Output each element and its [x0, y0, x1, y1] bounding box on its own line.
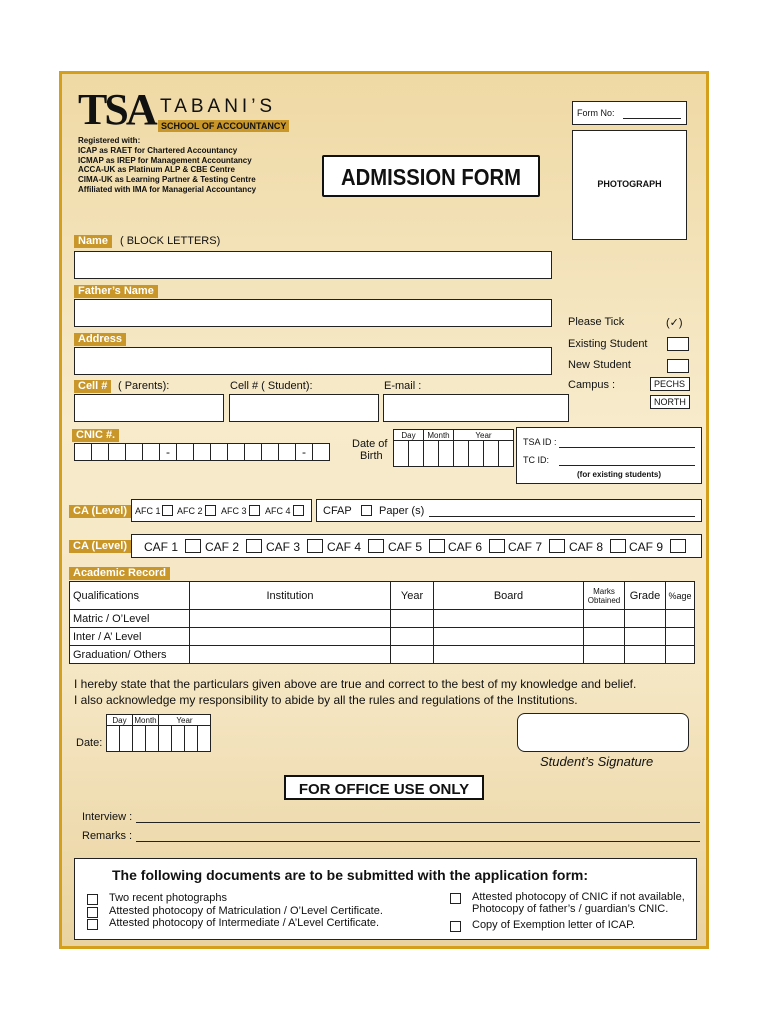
fathers-name-label: Father’s Name: [74, 285, 158, 298]
header-qualifications: Qualifications: [70, 582, 190, 610]
new-student-label: New Student: [568, 359, 631, 371]
year-label: Year: [454, 430, 514, 441]
header-percentage: %age: [666, 582, 695, 610]
tick-mark-hint: (✓): [666, 317, 683, 329]
doc-checkbox[interactable]: [87, 894, 98, 905]
paper-field[interactable]: [429, 516, 695, 517]
doc-item: Attested photocopy of Intermediate / A’Level Certificate.: [109, 917, 380, 929]
caf-5-checkbox[interactable]: [429, 539, 445, 553]
paper-label: Paper (s): [379, 505, 425, 517]
year-label: Year: [159, 715, 211, 726]
please-tick-label: Please Tick: [568, 316, 625, 328]
form-frame: [59, 71, 709, 949]
doc-checkbox[interactable]: [450, 921, 461, 932]
remarks-label: Remarks :: [82, 830, 133, 842]
existing-student-label: Existing Student: [568, 338, 648, 350]
name-label: Name: [74, 235, 112, 248]
caf-9-checkbox[interactable]: [670, 539, 686, 553]
doc-item: Attested photocopy of CNIC if not available,: [472, 891, 685, 903]
cfap-checkbox[interactable]: [361, 505, 372, 516]
cnic-field[interactable]: - -: [74, 443, 330, 461]
table-cell[interactable]: [190, 646, 391, 664]
caf-6-label: CAF 6: [448, 540, 483, 554]
afc-group: [131, 499, 312, 522]
caf-2-checkbox[interactable]: [246, 539, 262, 553]
signature-label: Student’s Signature: [540, 754, 654, 769]
existing-student-checkbox[interactable]: [667, 337, 689, 351]
doc-item: Two recent photographs: [109, 892, 228, 904]
name-hint: ( BLOCK LETTERS): [120, 235, 221, 247]
table-cell[interactable]: [434, 610, 584, 628]
reg-line: ICAP as RAET for Chartered Accountancy: [78, 145, 238, 155]
caf-1-label: CAF 1: [144, 540, 179, 554]
office-use-title: [284, 775, 484, 800]
table-cell[interactable]: [625, 628, 666, 646]
date-field[interactable]: [106, 714, 211, 752]
tsa-logo: [78, 84, 318, 142]
campus-option-label: PECHS: [654, 379, 686, 389]
table-cell[interactable]: [666, 610, 695, 628]
form-number-label: Form No:: [577, 108, 615, 118]
caf-4-checkbox[interactable]: [368, 539, 384, 553]
doc-checkbox[interactable]: [450, 893, 461, 904]
logo-name: TABANI’S: [160, 96, 277, 117]
name-field[interactable]: [74, 251, 552, 279]
caf-3-label: CAF 3: [266, 540, 301, 554]
tc-id-label: TC ID:: [523, 455, 549, 465]
header-board: Board: [434, 582, 584, 610]
header-grade: Grade: [625, 582, 666, 610]
caf-1-checkbox[interactable]: [185, 539, 201, 553]
declaration: [74, 676, 694, 708]
declaration-line: I hereby state that the particulars given above are true and correct to the best of my knowledge and belief.: [74, 677, 637, 691]
tsa-id-field[interactable]: [559, 447, 695, 448]
table-cell[interactable]: [434, 646, 584, 664]
reg-line: CIMA-UK as Learning Partner & Testing Centre: [78, 175, 256, 185]
cell-parents-hint: ( Parents):: [118, 380, 170, 392]
caf-8-label: CAF 8: [569, 540, 604, 554]
row-label: Graduation/ Others: [70, 646, 190, 664]
doc-item: Attested photocopy of Matriculation / O’Level Certificate.: [109, 905, 383, 917]
existing-student-ids: [516, 427, 702, 484]
afc-3-checkbox[interactable]: [249, 505, 260, 516]
table-cell[interactable]: [666, 646, 695, 664]
doc-item-cont: Photocopy of father’s / guardian’s CNIC.: [472, 903, 669, 915]
campus-label: Campus :: [568, 379, 616, 391]
campus-option-label: NORTH: [654, 397, 686, 407]
form-number-box[interactable]: [572, 101, 687, 125]
doc-checkbox[interactable]: [87, 919, 98, 930]
table-cell[interactable]: [391, 646, 434, 664]
afc-1-checkbox[interactable]: [162, 505, 173, 516]
admission-form-title: [322, 155, 540, 197]
day-label: Day: [107, 715, 133, 726]
afc-3-label: AFC 3: [221, 506, 247, 516]
registration-info: [78, 136, 256, 195]
campus-option-pechs[interactable]: [650, 377, 690, 391]
office-use-text: FOR OFFICE USE ONLY: [298, 781, 470, 798]
table-cell[interactable]: [584, 628, 625, 646]
cell-parents-field[interactable]: [74, 394, 224, 422]
header-year: Year: [391, 582, 434, 610]
caf-5-label: CAF 5: [388, 540, 423, 554]
table-cell[interactable]: [625, 646, 666, 664]
doc-checkbox[interactable]: [87, 907, 98, 918]
tc-id-field[interactable]: [559, 465, 695, 466]
cell-student-label: Cell # ( Student):: [230, 380, 313, 392]
documents-box: [74, 858, 697, 940]
address-field[interactable]: [74, 347, 552, 375]
cell-label: Cell #: [74, 380, 111, 393]
table-row: [70, 628, 695, 646]
caf-4-label: CAF 4: [327, 540, 362, 554]
table-cell[interactable]: [584, 610, 625, 628]
caf-3-checkbox[interactable]: [307, 539, 323, 553]
ca-level-label: CA (Level): [69, 540, 131, 553]
reg-line: ACCA-UK as Platinum ALP & CBE Centre: [78, 165, 235, 175]
fathers-name-field[interactable]: [74, 299, 552, 327]
caf-2-label: CAF 2: [205, 540, 240, 554]
table-cell[interactable]: [190, 610, 391, 628]
tsa-id-label: TSA ID :: [523, 437, 557, 447]
form-number-line: [623, 118, 681, 119]
afc-1-label: AFC 1: [135, 506, 161, 516]
academic-record-table: [69, 581, 695, 664]
header-institution: Institution: [190, 582, 391, 610]
logo-subtitle: SCHOOL OF ACCOUNTANCY: [158, 120, 289, 132]
caf-6-checkbox[interactable]: [489, 539, 505, 553]
interview-field[interactable]: [136, 822, 700, 823]
reg-line: ICMAP as IREP for Management Accountancy: [78, 155, 252, 165]
afc-4-checkbox[interactable]: [293, 505, 304, 516]
month-label: Month: [134, 715, 157, 725]
cfap-group: [316, 499, 702, 522]
email-label: E-mail :: [384, 380, 422, 392]
table-cell[interactable]: [391, 628, 434, 646]
interview-label: Interview :: [82, 811, 133, 823]
academic-record-label: Academic Record: [69, 567, 170, 580]
afc-2-checkbox[interactable]: [205, 505, 216, 516]
row-label: Inter / A’ Level: [70, 628, 190, 646]
reg-line: Affiliated with IMA for Managerial Accountancy: [78, 184, 257, 194]
campus-option-north[interactable]: [650, 395, 690, 409]
dob-label-2: Birth: [360, 450, 383, 462]
caf-7-label: CAF 7: [508, 540, 543, 554]
caf-7-checkbox[interactable]: [549, 539, 565, 553]
table-row: [70, 646, 695, 664]
row-label: Matric / O’Level: [70, 610, 190, 628]
cfap-label: CFAP: [323, 505, 352, 517]
declaration-line: I also acknowledge my responsibility to abide by all the rules and regulations of the Institutions.: [74, 693, 578, 707]
caf-9-label: CAF 9: [629, 540, 664, 554]
ca-level-label: CA (Level): [69, 505, 131, 518]
table-cell[interactable]: [190, 628, 391, 646]
photograph-label: PHOTOGRAPH: [597, 179, 662, 189]
remarks-field[interactable]: [136, 841, 700, 842]
table-cell[interactable]: [391, 610, 434, 628]
dob-field[interactable]: [393, 429, 514, 467]
header-marks: Marks Obtained: [584, 582, 625, 610]
cell-student-field[interactable]: [229, 394, 379, 422]
table-row: [70, 610, 695, 628]
dob-label: Date of: [352, 438, 388, 450]
afc-2-label: AFC 2: [177, 506, 203, 516]
documents-title: The following documents are to be submitted with the application form:: [112, 867, 589, 883]
table-cell[interactable]: [666, 628, 695, 646]
cnic-label: CNIC #.: [72, 429, 119, 442]
email-field[interactable]: [383, 394, 569, 422]
existing-students-note: (for existing students): [577, 470, 662, 479]
logo-mark: TSA: [78, 85, 155, 134]
table-header-row: [70, 582, 695, 610]
address-label: Address: [74, 333, 126, 346]
reg-line: Registered with:: [78, 136, 141, 145]
signature-box[interactable]: [517, 713, 689, 752]
month-label: Month: [424, 430, 454, 441]
form-title-text: ADMISSION FORM: [341, 164, 521, 190]
day-label: Day: [394, 430, 424, 441]
table-cell[interactable]: [584, 646, 625, 664]
table-cell[interactable]: [625, 610, 666, 628]
date-label: Date:: [76, 737, 103, 749]
doc-item: Copy of Exemption letter of ICAP.: [472, 919, 636, 931]
caf-8-checkbox[interactable]: [610, 539, 626, 553]
afc-4-label: AFC 4: [265, 506, 291, 516]
caf-group: [131, 534, 702, 558]
table-cell[interactable]: [434, 628, 584, 646]
new-student-checkbox[interactable]: [667, 359, 689, 373]
photograph-box[interactable]: [572, 130, 687, 240]
